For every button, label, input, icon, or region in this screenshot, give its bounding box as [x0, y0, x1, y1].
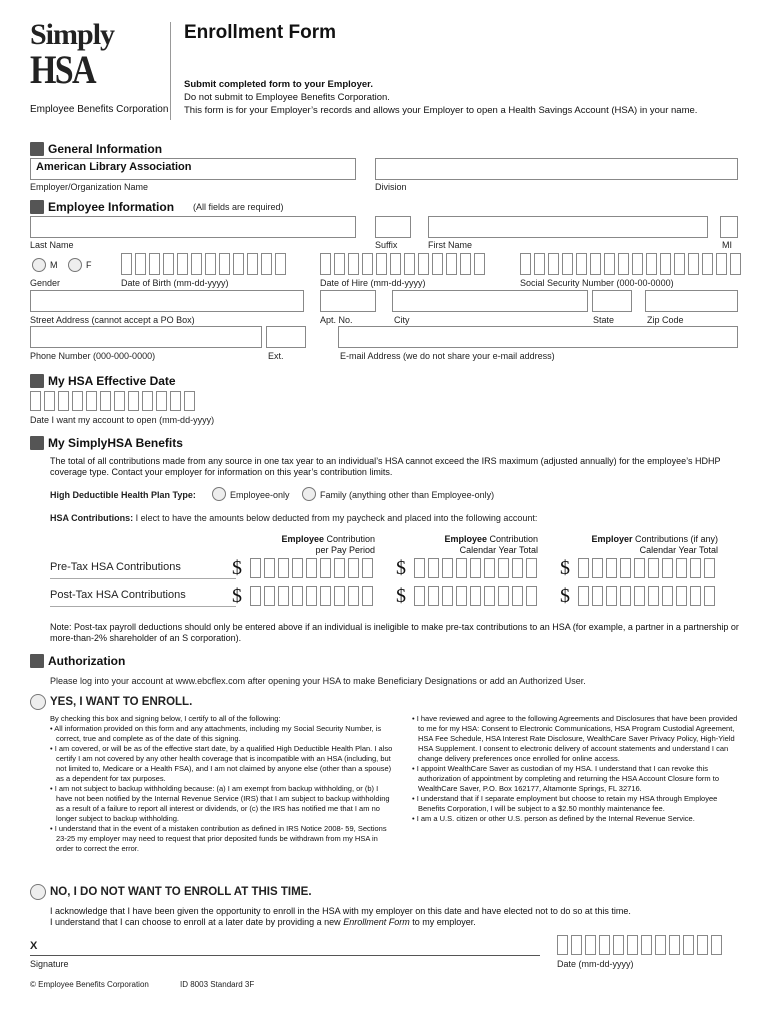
authorization-text: Please log into your account at www.ebcflex.com after opening your HSA to make Beneficiary Designations or add an Authorized User. — [50, 676, 586, 686]
signature-line[interactable] — [30, 955, 540, 956]
enroll-certifications-right: • I have reviewed and agree to the following Agreements and Disclosures that have been provided to me for my HSA: Consent to Electronic Communications, HSA Program Custodial Agreement, HSA Fee Schedule, HSA Interest Rate Disclosure, WealthCare Saver Privacy Policy, High-Yield HSA Supplement. I consent to electronic delivery of account statements and understand I can change delivery preferences once enrolled for online access. • I appoint WealthCare Saver as custodian of my HSA. I understand that I can revoke this authorization of appointment by completing and returning the HSA Account Closure form to WealthCare Saver, P.O. Box 162177, Altamonte Springs, FL 32716. • I understand that if I separate employment but choose to retain my HSA through Employee Benefits Corporation, I will be subject to a $2.50 monthly maintenance fee. • I am a U.S. citizen or other U.S. person as defined by the Internal Revenue Service. — [412, 714, 742, 824]
plan-employee-only-radio[interactable] — [212, 487, 226, 501]
first-name-field[interactable] — [428, 216, 708, 238]
enroll-no-text: I acknowledge that I have been given the opportunity to enroll in the HSA with my employer on this date and have elected not to do so at this time. I understand that I can choose to enroll at a later date by providing a new Enrollment Form to my employer. — [50, 906, 631, 927]
authorization-heading: Authorization — [30, 654, 125, 668]
zip-label: Zip Code — [647, 315, 684, 325]
logo-simply: Simply — [30, 18, 115, 51]
street-field[interactable] — [30, 290, 304, 312]
zip-field[interactable] — [645, 290, 738, 312]
ssn-field[interactable] — [520, 253, 741, 275]
posttax-dollar-2: $ — [396, 585, 406, 607]
posttax-per-pay-field[interactable] — [250, 586, 373, 606]
section-marker-icon — [30, 436, 44, 450]
plan-family-radio[interactable] — [302, 487, 316, 501]
effective-date-field[interactable] — [30, 391, 195, 411]
required-note: (All fields are required) — [193, 202, 284, 212]
general-info-heading: General Information — [30, 142, 162, 156]
signature-label: Signature — [30, 959, 69, 969]
posttax-note: Note: Post-tax payroll deductions should only be entered above if an individual is ineligible to make pre-tax contributions to an HSA (for example, a partner in a partnership or more-than-2% shareholder of an S corporation). — [50, 622, 739, 643]
dob-label: Date of Birth (mm-dd-yyyy) — [121, 278, 229, 288]
benefits-description: The total of all contributions made from any source in one tax year to an individual’s HSA cannot exceed the IRS maximum (adjusted annually) for the employee’s HDHP coverage type. Contact your employer for information on this year’s contribution limits. — [50, 456, 721, 477]
ext-label: Ext. — [268, 351, 284, 361]
division-field[interactable] — [375, 158, 738, 180]
pretax-underline — [50, 578, 236, 579]
division-label: Division — [375, 182, 407, 192]
pretax-dollar-1: $ — [232, 557, 242, 579]
email-label: E-mail Address (we do not share your e-mail address) — [340, 351, 555, 361]
employee-info-heading: Employee Information — [30, 200, 174, 214]
logo-hsa: HSA — [30, 47, 95, 92]
first-name-label: First Name — [428, 240, 473, 250]
posttax-underline — [50, 606, 236, 607]
posttax-dollar-1: $ — [232, 585, 242, 607]
corp-name: Employee Benefits Corporation — [30, 104, 169, 115]
email-field[interactable] — [338, 326, 738, 348]
gender-male-label: M — [50, 260, 58, 270]
col-employee-calendar: Employee Contribution Calendar Year Total — [444, 534, 538, 555]
street-label: Street Address (cannot accept a PO Box) — [30, 315, 195, 325]
section-marker-icon — [30, 200, 44, 214]
last-name-label: Last Name — [30, 240, 74, 250]
col-employee-per-pay: Employee Contribution per Pay Period — [281, 534, 375, 555]
apt-label: Apt. No. — [320, 315, 353, 325]
enroll-yes-radio[interactable] — [30, 694, 46, 710]
header-instructions: Submit completed form to your Employer. Do not submit to Employee Benefits Corporation. This form is for your Employer’s records and allows your Employer to open a Health Savings Account (HSA) in your name. — [184, 79, 698, 116]
gender-female-radio[interactable] — [68, 258, 82, 272]
contributions-intro: HSA Contributions: I elect to have the amounts below deducted from my paycheck and placed into the following account: — [50, 513, 538, 523]
city-label: City — [394, 315, 410, 325]
city-field[interactable] — [392, 290, 588, 312]
section-marker-icon — [30, 374, 44, 388]
signature-x: X — [30, 940, 38, 952]
gender-male-radio[interactable] — [32, 258, 46, 272]
pretax-employee-total-field[interactable] — [414, 558, 537, 578]
phone-field[interactable] — [30, 326, 262, 348]
pretax-employer-total-field[interactable] — [578, 558, 715, 578]
doh-field[interactable] — [320, 253, 485, 275]
gender-female-label: F — [86, 260, 92, 270]
ssn-label: Social Security Number (000-00-0000) — [520, 278, 674, 288]
plan-family-label: Family (anything other than Employee-only) — [320, 490, 495, 500]
footer-id: ID 8003 Standard 3F — [180, 980, 255, 989]
gender-label: Gender — [30, 278, 61, 288]
enroll-no-label: NO, I DO NOT WANT TO ENROLL AT THIS TIME. — [50, 886, 312, 898]
mi-label: MI — [722, 240, 732, 250]
signature-date-field[interactable] — [557, 935, 722, 955]
enroll-yes-label: YES, I WANT TO ENROLL. — [50, 696, 193, 708]
pretax-dollar-3: $ — [560, 557, 570, 579]
suffix-field[interactable] — [375, 216, 411, 238]
mi-field[interactable] — [720, 216, 738, 238]
apt-field[interactable] — [320, 290, 376, 312]
pretax-per-pay-field[interactable] — [250, 558, 373, 578]
employer-label: Employer/Organization Name — [30, 182, 149, 192]
state-field[interactable] — [592, 290, 632, 312]
phone-label: Phone Number (000-000-0000) — [30, 351, 156, 361]
posttax-dollar-3: $ — [560, 585, 570, 607]
employer-field[interactable]: American Library Association — [30, 158, 356, 180]
footer-copyright: © Employee Benefits Corporation — [30, 980, 149, 989]
plan-type-label: High Deductible Health Plan Type: — [50, 490, 196, 500]
ext-field[interactable] — [266, 326, 306, 348]
pretax-dollar-2: $ — [396, 557, 406, 579]
section-marker-icon — [30, 142, 44, 156]
last-name-field[interactable] — [30, 216, 356, 238]
col-employer-calendar: Employer Contributions (if any) Calendar Year Total — [591, 534, 718, 555]
enroll-certifications-left: By checking this box and signing below, I certify to all of the following: • All information provided on this form and any attachments, including my Social Security Number, is correct, true and complete as of the date of this signing. • I am covered, or will be as of the effective start date, by a qualified High Deductible Health Plan. I also certify I am not covered by any other health coverage that is incompatible with an HSA (including, but not limited to, Medicare or a Health FSA), and I am not claimed by anyone else (other than a spouse) as a dependent for tax purposes. • I am not subject to backup withholding because: (a) I am exempt from backup withholding, or (b) I have not been notified by the Internal Revenue Service (IRS) that I am subject to backup withholding as a result of a failure to report all interest or dividends, or (c) the IRS has notified me that I am no longer subject to backup withholding. • I understand that in the event of a mistaken contribution as defined in IRS Notice 2008- 59, Sections 23-25 my employer may need to request that prior deposited funds be withdrawn from my HSA in order to correct the error. — [50, 714, 396, 854]
posttax-employee-total-field[interactable] — [414, 586, 537, 606]
section-marker-icon — [30, 654, 44, 668]
posttax-employer-total-field[interactable] — [578, 586, 715, 606]
state-label: State — [593, 315, 615, 325]
effective-date-heading: My HSA Effective Date — [30, 374, 176, 388]
suffix-label: Suffix — [375, 240, 398, 250]
doh-label: Date of Hire (mm-dd-yyyy) — [320, 278, 426, 288]
posttax-label: Post-Tax HSA Contributions — [50, 589, 186, 601]
benefits-heading: My SimplyHSA Benefits — [30, 436, 183, 450]
dob-field[interactable] — [121, 253, 286, 275]
signature-date-label: Date (mm-dd-yyyy) — [557, 959, 634, 969]
enroll-no-radio[interactable] — [30, 884, 46, 900]
pretax-label: Pre-Tax HSA Contributions — [50, 561, 181, 573]
header-divider — [170, 22, 171, 120]
page-title: Enrollment Form — [184, 22, 337, 43]
effective-date-label: Date I want my account to open (mm-dd-yyyy) — [30, 415, 215, 425]
plan-employee-only-label: Employee-only — [230, 490, 290, 500]
